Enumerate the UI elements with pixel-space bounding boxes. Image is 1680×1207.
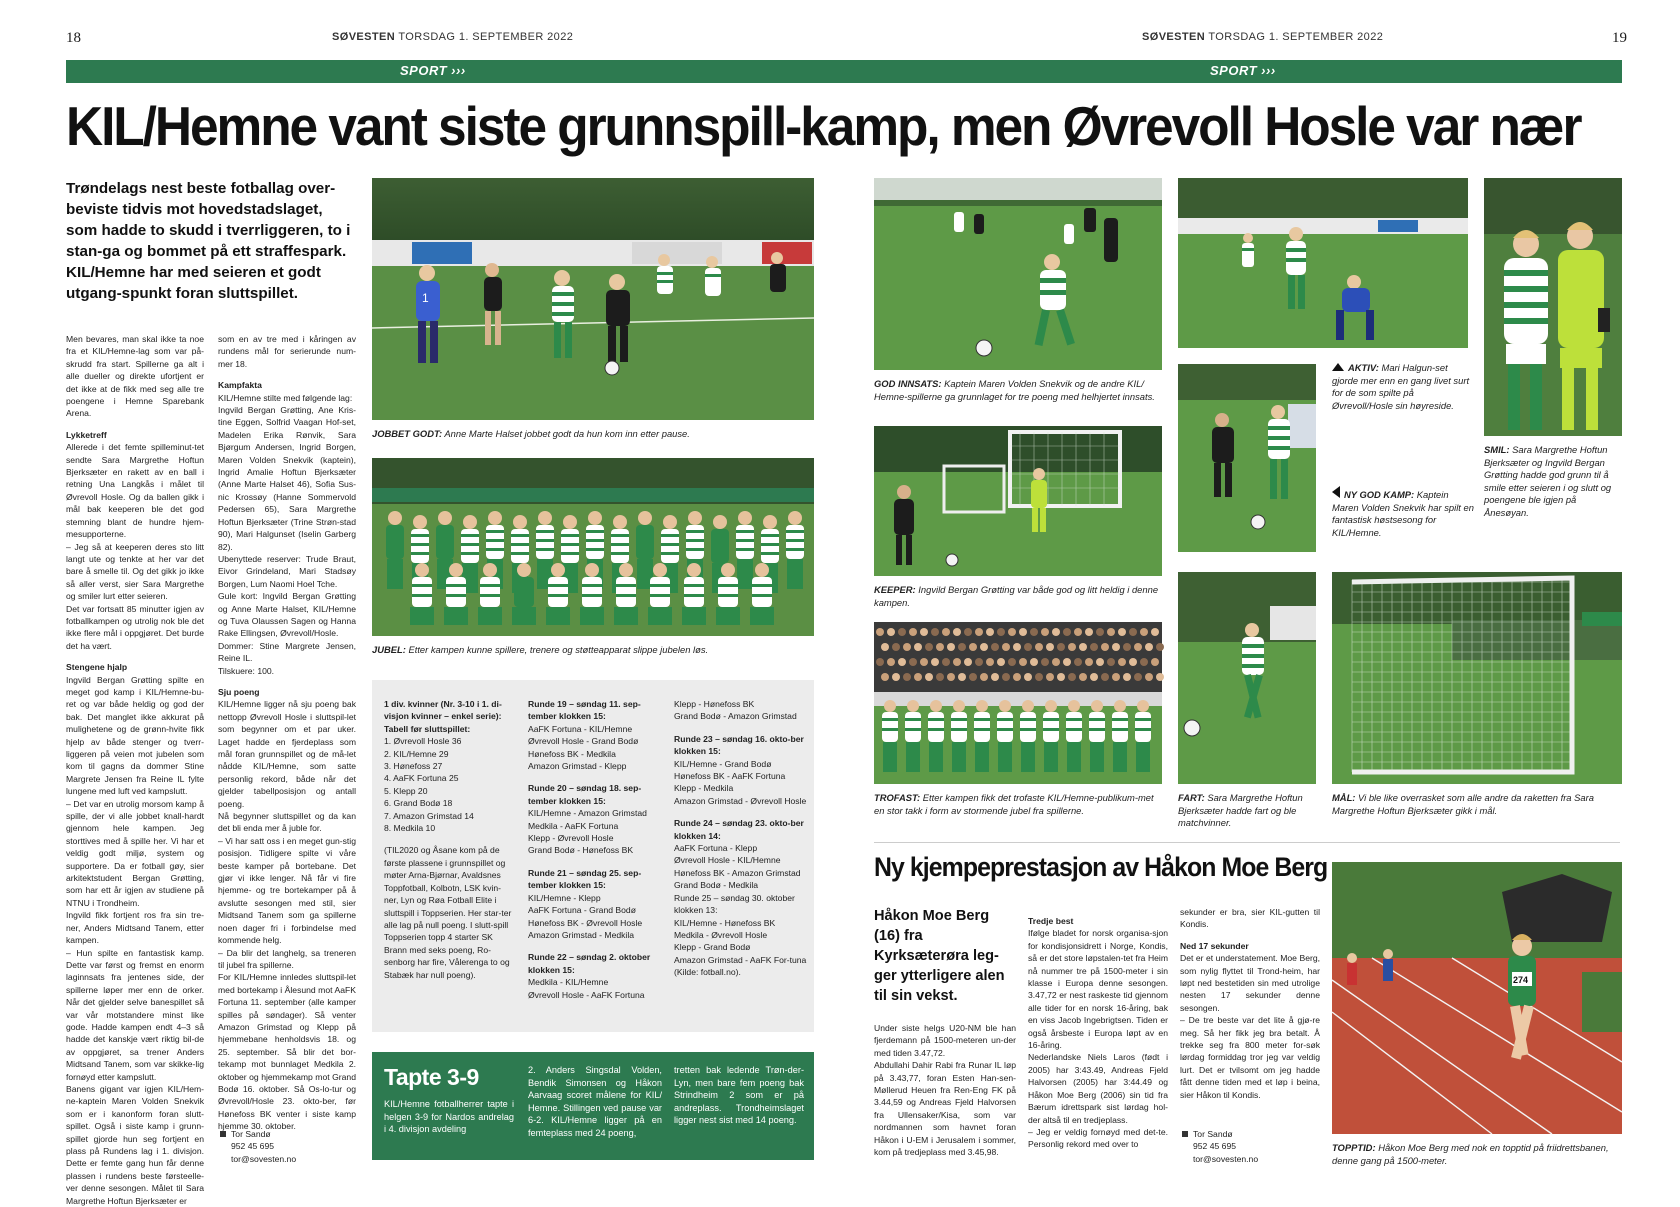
spectator-figure — [1008, 658, 1016, 666]
photo-mal — [1332, 572, 1622, 784]
spectator-figure — [991, 643, 999, 651]
runner-bib: 274 — [1513, 975, 1529, 985]
paragraph: Men bevares, man skal ikke ta noe fra et KIL/Hemne-lag som var på-skrudd fra start. Spillerne ga alt i alle dueller og direkte ufortjent er det ikke at de fikk med seg alle tre poengene i Hemne Sparebank Arena. — [66, 334, 204, 419]
fixture-line: Hønefoss BK - AaFK Fortuna — [674, 771, 786, 782]
keeper-number: 1 — [422, 291, 429, 305]
spectator-figure — [942, 658, 950, 666]
spectator-figure — [1118, 628, 1126, 636]
factbox-fixtures-column-1 — [528, 698, 664, 1001]
running-head-left — [332, 31, 573, 43]
spectator-figure — [1107, 628, 1115, 636]
subheading: Ned 17 sekunder — [1180, 940, 1249, 951]
spectator-figure — [1101, 643, 1109, 651]
caption-label: TOPPTID: — [1332, 1142, 1376, 1153]
spectator-figure — [903, 673, 911, 681]
caption-smil — [1484, 444, 1622, 520]
spectator-figure — [947, 673, 955, 681]
section-bar — [66, 60, 1622, 83]
fixture-line: Hønefoss BK - Medkila — [528, 748, 616, 759]
spectator-figure — [887, 658, 895, 666]
spectator-figure — [909, 658, 917, 666]
spectator-figure — [881, 643, 889, 651]
paragraph: KIL/Hemne stilte med følgende lag: — [218, 392, 353, 403]
spectator-figure — [914, 643, 922, 651]
spectator-figure — [1140, 628, 1148, 636]
fixture-line: (TIL2020 og Åsane kom på de første plassene i grunnspillet og møter Arna-Bjørnar, Avaldsnes Toppfotball, Kolbotn, LSK kvin-ner, Lyn og Røa Fotball Elite i sluttspill i Toppserien. Her star-ter alle lag på null poeng. I slutt-spill Toppserien topp 4 starter SK Brann med seks poeng, Ro-senborg har fire, Vålerenga to og Stabæk har null poeng). — [384, 845, 512, 980]
paragraph: – Vi har satt oss i en meget gun-stig posisjon. Tidligere spilte vi våre beste kamper på bortebane. Det gjør vi ikke lenger. Nå får vi fire hjemme- og tre bortekamper på å avslutte sesongen med stil, sier Midtsand Tanem som ga spillerne noen dager fri i forbindelse med kommende helg. — [218, 835, 356, 946]
paragraph: Tilskuere: 100. — [218, 665, 275, 676]
second-article-column-1 — [874, 1022, 1016, 1158]
photo-team-celebration — [372, 458, 814, 636]
fixture-line: Amazon Grimstad - AaFK For-tuna — [674, 954, 807, 965]
fixture-line: Grand Bodø - Amazon Grimstad — [674, 711, 797, 722]
spectator-figure — [942, 628, 950, 636]
spectator-figure — [1151, 658, 1159, 666]
article-column-2 — [218, 333, 356, 1133]
spectator-figure — [925, 673, 933, 681]
fixture-line: Hønefoss BK - Amazon Grimstad — [674, 867, 801, 878]
spectator-figure — [947, 643, 955, 651]
fixture-line: KIL/Hemne - Amazon Grimstad — [528, 808, 647, 819]
caption-label: NY GOD KAMP: — [1344, 489, 1415, 500]
spectator-figure — [1156, 643, 1164, 651]
spectator-figure — [876, 658, 884, 666]
fixture-line: 6. Grand Bodø 18 — [384, 798, 453, 809]
spectator-figure — [1013, 643, 1021, 651]
spectator-figure — [920, 658, 928, 666]
spectator-figure — [986, 628, 994, 636]
fixture-line: 4. AaFK Fortuna 25 — [384, 773, 459, 784]
caption-label: TROFAST: — [874, 792, 921, 803]
spectator-figure — [958, 643, 966, 651]
fixture-line: KIL/Hemne - Hønefoss BK — [674, 917, 776, 928]
spectator-figure — [1145, 673, 1153, 681]
subheading: Stengene hjalp — [66, 662, 128, 673]
fixture-line: Øvrevoll Hosle - KIL/Hemne — [674, 855, 781, 866]
fixture-line: AaFK Fortuna - Klepp — [674, 843, 758, 854]
spectator-figure — [1079, 673, 1087, 681]
paragraph: Ingvild Bergan Grøtting, Ane Kris-tine Eggen, Solfrid Vaagan Hof-set, Madelen Erika Rønvik, Sara Bjørgum Andersen, Ingrid Borgen, Maren Volden Snekvik (kaptein), Ingrid Amalie Hoftun Bjerksæter (Anne Marte Halset 46), Sofia Sus-nic Krossøy (Hanne Sommervold Pedersen 65), Sara Margrethe Hoftun Bjerksæter (Trine Strøn-stad 90), Mari Halgunset (Iselin Garberg 82). — [218, 405, 356, 552]
spectator-figure — [936, 643, 944, 651]
fixtures-factbox — [372, 680, 814, 1032]
spectator-figure — [1057, 643, 1065, 651]
spectator-figure — [1046, 673, 1054, 681]
spectator-figure — [1096, 628, 1104, 636]
caption-label: JOBBET GODT: — [372, 428, 443, 439]
fixture-line: KIL/Hemne - Klepp — [528, 892, 601, 903]
spectator-figure — [1068, 643, 1076, 651]
spectator-figure — [991, 673, 999, 681]
photo-smil — [1484, 178, 1622, 436]
fixture-line: Medkila - Øvrevoll Hosle — [674, 929, 768, 940]
spectator-figure — [1090, 643, 1098, 651]
fixture-line: Klepp - Grand Bodø — [674, 942, 751, 953]
byline-email: tor@sovesten.no — [1193, 1153, 1259, 1164]
spectator-figure — [1151, 628, 1159, 636]
spectator-figure — [881, 673, 889, 681]
paragraph: Nederlandske Niels Laros (født i 2005) har 3:43.49, Andreas Fjeld Halvorsen (2005) har 3:44.49 og Håkon Moe Berg (2006) sin tid fra Bærum idrettspark sist lørdag hol-der altså til en tredjeplass. — [1028, 1052, 1168, 1125]
paragraph: Ifølge bladet for norsk organisa-sjon for kondisjonsidrett i Norge, Kondis, så er det store løpstalen-tet fra Heim nå nummer tre på 1500-meter i sin klasse i Europa denne sesongen. 3.47,72 er nest raskeste tid gjennom alle tider for en norsk 16-åring, bak en viss Jacob Ingebrigtsen. Tiden er også årsbeste i Europa løpt av en 16-åring. — [1028, 928, 1168, 1051]
second-article-column-3 — [1180, 906, 1320, 1101]
subheading: Lykketreff — [66, 429, 107, 440]
fixture-line: Amazon Grimstad - Medkila — [528, 929, 635, 940]
fixture-round-heading: Runde 23 – søndag 16. okto-ber klokken 15: — [674, 733, 804, 757]
section-label-left: SPORT ››› — [400, 63, 466, 78]
fixture-round-heading: Runde 22 – søndag 2. oktober klokken 15: — [528, 952, 651, 975]
fixture-round-heading: Runde 20 – søndag 18. sep-tember klokken 15: — [528, 783, 642, 806]
paragraph: – Hun spilte en fantastisk kamp. Dette var først og fremst en enorm laginnsats fra jentenes side, der spillerne løper mer enn de orker. Når det gjelder selve banespillet så var vår motstandere minst like gode. Hadde kampen endt 4–3 så hadde det kanskje vært riktig bil-de av oppgjøret, sa trener Anders Midtsand Tanem, som var skikke-lig fornøyd etter kampslutt. — [66, 947, 204, 1082]
spectator-figure — [997, 658, 1005, 666]
spectator-figure — [1052, 628, 1060, 636]
caption-label: FART: — [1178, 792, 1205, 803]
caption-text: Vi ble like overrasket som alle andre da raketten fra Sara Margrethe Hoftun Bjerksæter gikk i mål. — [1332, 792, 1594, 816]
caption-text: Håkon Moe Berg med nok en topptid på friidrettsbanen, denne gang på 1500-meter. — [1332, 1142, 1609, 1166]
caption-label: GOD INNSATS: — [874, 378, 942, 389]
spectator-figure — [1134, 673, 1142, 681]
spectator-figure — [1035, 673, 1043, 681]
byline-phone: 952 45 695 — [1193, 1141, 1237, 1152]
caption-text: Mari Halgun-set gjorde mer enn en gang livet surt for de som spilte på Øvrevoll/Hosle sin høyreside. — [1332, 362, 1470, 411]
fixture-line: Medkila - KIL/Hemne — [528, 977, 609, 988]
photo-good-effort — [874, 178, 1162, 370]
subheading: Kampfakta — [218, 380, 262, 391]
spectator-figure — [1057, 673, 1065, 681]
spectator-figure — [876, 628, 884, 636]
photo-match-action — [372, 178, 814, 420]
caption-fart — [1178, 792, 1318, 830]
spectator-figure — [953, 658, 961, 666]
paper-name: SØVESTEN — [1142, 31, 1206, 43]
caption-label: AKTIV: — [1348, 362, 1379, 373]
spectator-figure — [1030, 628, 1038, 636]
spectator-figure — [1046, 643, 1054, 651]
spectator-figure — [1035, 643, 1043, 651]
caption-label: SMIL: — [1484, 444, 1510, 455]
paragraph: sekunder er bra, sier KIL-gutten til Kondis. — [1180, 907, 1320, 930]
caption-label: MÅL: — [1332, 792, 1356, 803]
paragraph: Ingvild fikk fortjent ros fra sin tre-ner, Anders Midtsand Tanem, etter kampen. — [66, 910, 204, 946]
spectator-figure — [931, 658, 939, 666]
spectator-figure — [975, 658, 983, 666]
spectator-figure — [1085, 658, 1093, 666]
paragraph: Under siste helgs U20-NM ble han fjerdemann på 1500-meteren un-der med tiden 3.47,72. — [874, 1023, 1016, 1058]
caption-text: Kaptein Maren Volden Snekvik og de andre KIL/ Hemne-spillerne ga grunnlaget for tre poeng med helhjertet innsats. — [874, 378, 1155, 402]
spectator-figure — [964, 628, 972, 636]
fixture-line: Klepp - Medkila — [674, 783, 734, 794]
factbox-fixtures-column-2 — [674, 698, 808, 979]
caption-ny-god-kamp — [1332, 486, 1474, 539]
byline-email: tor@sovesten.no — [231, 1153, 297, 1164]
fixture-round-heading: 1 div. kvinner (Nr. 3-10 i 1. di-visjon kvinner – enkel serie): Tabell før sluttspillet: — [384, 699, 502, 734]
spectator-figure — [1063, 628, 1071, 636]
caption-text: Anne Marte Halset jobbet godt da hun kom inn etter pause. — [444, 428, 690, 439]
article-divider — [874, 842, 1620, 843]
fixture-line: Klepp - Hønefoss BK — [674, 699, 755, 709]
caption-text: Etter kampen kunne spillere, trenere og støtteapparat slippe jubelen løs. — [408, 644, 709, 655]
paragraph: Dommer: Stine Margrete Jensen, Reine IL. — [218, 640, 356, 664]
spectator-figure — [1063, 658, 1071, 666]
spectator-figure — [920, 628, 928, 636]
spectator-figure — [1096, 658, 1104, 666]
spectator-figure — [1013, 673, 1021, 681]
fixture-round-heading: Runde 21 – søndag 25. sep-tember klokken 15: — [528, 867, 642, 891]
spectator-figure — [892, 673, 900, 681]
caption-label: KEEPER: — [874, 584, 916, 595]
spectator-figure — [1030, 658, 1038, 666]
paragraph: Banens gigant var igjen KIL/Hem-ne-kaptein Maren Volden Snekvik som er i kanonform foran slutt-spillet. Også i siste kamp i grunn-spillet gjorde hun seg fortjent en plass på Rundens lag i 1. divisjon. Dette er femte gang hun får denne plassen i rundens beste førsteelle-ver denne sesongen. Målet til Sara Margrethe Hoftun Bjerksæter er — [66, 1083, 204, 1206]
subheading: Tredje best — [1028, 916, 1074, 926]
spectator-figure — [1074, 658, 1082, 666]
spectator-figure — [980, 673, 988, 681]
spectator-figure — [1019, 628, 1027, 636]
page-number-right: 19 — [1612, 30, 1627, 46]
paper-name: SØVESTEN — [332, 31, 396, 43]
caption-aktiv — [1332, 362, 1474, 412]
spectator-figure — [1145, 643, 1153, 651]
spectator-figure — [931, 628, 939, 636]
triangle-left-icon — [1332, 486, 1340, 498]
fixture-line: 7. Amazon Grimstad 14 — [384, 810, 474, 821]
spectator-figure — [898, 628, 906, 636]
tapte-text-3: tretten bak ledende Trøn-der-Lyn, men bare fem poeng bak Strindheim 2 som er på andreplass. Trondheimslaget ligger nest sist med 14 poeng. — [674, 1065, 804, 1126]
spectator-figure — [1041, 628, 1049, 636]
spectator-figure — [898, 658, 906, 666]
spectator-figure — [1134, 643, 1142, 651]
caption-text: Ingvild Bergan Grøtting var både god og litt heldig i denne kampen. — [874, 584, 1159, 608]
paragraph: Nå begynner sluttspillet og da kan det bli enda mer å juble for. — [218, 811, 356, 834]
byline-right — [1182, 1128, 1258, 1165]
paragraph: Allerede i det femte spilleminut-tet sendte Sara Margrethe Hoftun Bjerksæter en rakett av en ball i retning Una Langkås i målet til Øvrevoll Hosle. Og da ballen gikk i mål bak keeperen ble det god stemning blant de hundre hjem-mesupporterne. — [66, 442, 204, 540]
spectator-figure — [1129, 658, 1137, 666]
tapte-text-2: 2. Anders Singsdal Volden, Bendik Simonsen og Håkon Aarvaag scoret målene for KIL/ Hemne. Stillingen ved pause var 6-2. KIL/Hemne ligger på en femteplass med 24 poeng, — [528, 1065, 662, 1138]
spectator-figure — [1052, 658, 1060, 666]
spectator-figure — [1112, 673, 1120, 681]
paragraph: – Jeg er veldig fornøyd med det-te. Personlig rekord med over to — [1028, 1126, 1168, 1150]
paragraph: Det var fortsatt 85 minutter igjen av fotballkampen og utrolig nok ble det ikke flere mål i oppgjøret. Det burde det ha vært. — [66, 603, 204, 651]
issue-date: TORSDAG 1. SEPTEMBER 2022 — [398, 31, 574, 43]
paragraph: Ingvild Bergan Grøtting spilte en meget god kamp i KIL/Hemne-bu-ret og var både heldig og god der bak. Det manglet ikke akkurat på mulighetene og de grønn-hvite fikk hjelp av både stenger og tverr-liggeren på veien mot jubelen som kom til gagns da dommer Stine Margrete Jensen fra Reine IL fylte lungene med luft ved kampslutt. — [66, 674, 204, 797]
caption-topptid — [1332, 1142, 1624, 1167]
article-lead: Trøndelags nest beste fotballag over-beviste tidvis mot hovedstadslaget, som hadde to skudd i tverrliggeren, to i stan-ga og bommet på ett straffespark. KIL/Hemne har med seieren et godt utgang-spunkt foran sluttspillet. — [66, 180, 351, 302]
spectator-figure — [980, 643, 988, 651]
fixture-round-heading: Runde 19 – søndag 11. sep-tember klokken 15: — [528, 699, 641, 722]
fixture-line: Medkila - AaFK Fortuna — [528, 820, 619, 831]
caption-trofast — [874, 792, 1162, 817]
fixture-line: AaFK Fortuna - Grand Bodø — [528, 905, 636, 916]
caption-text: Sara Margrethe Hoftun Bjerksæter og Ingvild Bergan Grøtting hadde god grunn til å smile etter seieren i og slutt og poengene ble igjen på Ånesøyan. — [1484, 444, 1612, 518]
spectator-figure — [975, 628, 983, 636]
running-head-right — [1142, 31, 1383, 43]
byline-name: Tor Sandø — [1193, 1129, 1233, 1139]
triangle-up-icon — [1332, 363, 1344, 371]
fixture-line: Grand Bodø - Medkila — [674, 880, 759, 891]
caption-photo-2 — [372, 644, 814, 657]
fixture-line: 2. KIL/Hemne 29 — [384, 748, 449, 759]
spectator-figure — [914, 673, 922, 681]
spectator-figure — [997, 628, 1005, 636]
spectator-figure — [1074, 628, 1082, 636]
paragraph: For KIL/Hemne innledes sluttspil-let med bortekamp i Ålesund mot AaFK Fortuna 11. september (alle kamper spilles på søndager). Så venter Amazon Grimstad og Klepp på hjemmebane henholdsvis 18. og 25. september. Så blir det bor-tekamp mot bunnlaget Medkila 2. oktober og hjemmekamp mot Grand Bodø 16. oktober. Så Os-lo-tur og Øvrevoll/Hosle 23. okto-ber, før Hønefoss BK venter i siste kamp hjemme 30. oktober. — [218, 972, 356, 1132]
spectator-figure — [936, 673, 944, 681]
fixture-line: 1. Øvrevoll Hosle 36 — [384, 736, 462, 747]
photo-keeper — [874, 426, 1162, 576]
byline-left — [220, 1128, 296, 1165]
spectator-figure — [986, 658, 994, 666]
second-article-column-2 — [1028, 906, 1168, 1151]
photo-ny-god-kamp — [1178, 364, 1316, 552]
spectator-figure — [1068, 673, 1076, 681]
second-lead: Håkon Moe Berg (16) fra Kyrksæterøra leg-ger ytterligere alen til sin vekst. — [874, 908, 1005, 1004]
spectator-figure — [887, 628, 895, 636]
fixture-line: Grand Bodø - Hønefoss BK — [528, 845, 634, 856]
spectator-figure — [1019, 658, 1027, 666]
page-number-left: 18 — [66, 30, 81, 46]
section-label-right: SPORT ››› — [1210, 63, 1276, 78]
article-column-1 — [66, 333, 204, 1207]
paragraph: – Det var en utrolig morsom kamp å spille, der vi alle jobbet knall-hardt gjennom hele kampen. Jeg storttives med å spille her. Vi har et veldig godt miljø, system og supportere. Da er fotball gøy, sier arkitektstudent Bergan Grøtting, som har ett år igjen av studiene på NTNU i Trondheim. — [66, 798, 204, 908]
spectator-figure — [1002, 643, 1010, 651]
spectator-figure — [964, 658, 972, 666]
paragraph: Ubenyttede reserver: Trude Braut, Eivor Grindeland, Mari Stadsøy Borgen, Lum Naomi Hoel Tche. — [218, 553, 356, 589]
spectator-figure — [1118, 658, 1126, 666]
subheading: Sju poeng — [218, 686, 260, 697]
spectator-figure — [1008, 628, 1016, 636]
spectator-figure — [969, 643, 977, 651]
paragraph: som en av tre med i kåringen av rundens mål for serierunde num-mer 18. — [218, 334, 356, 369]
byline-name: Tor Sandø — [231, 1129, 271, 1139]
fixture-line: 8. Medkila 10 — [384, 823, 436, 834]
spectator-figure — [969, 673, 977, 681]
spectator-figure — [1107, 658, 1115, 666]
caption-photo-1 — [372, 428, 814, 441]
fixture-line: Runde 25 – søndag 30. oktober klokken 13: — [674, 892, 795, 916]
caption-keeper — [874, 584, 1162, 609]
fixture-line: Øvrevoll Hosle - Grand Bodø — [528, 736, 639, 747]
fixture-line: Amazon Grimstad - Øvrevoll Hosle — [674, 795, 807, 806]
spectator-figure — [903, 643, 911, 651]
paragraph: Gule kort: Ingvild Bergan Grøtting og Anne Marte Halset, KIL/Hemne og Tuva Olaussen Sagen og Hanna Rake Ellingsen, Øvrevoll/Hosle. — [218, 591, 356, 639]
paragraph: – Da blir det langhelg, sa treneren til jubel fra spillerne. — [218, 947, 356, 970]
paragraph: – De tre beste var det lite å gjø-re meg. Så her fikk jeg bra betalt. Å trekke seg fra 800 meter for-søk lørdag formiddag tror jeg var veldig lurt. Det er tvilsomt om jeg hadde fått denne tiden med et løp i beina, sier Håkon til Kondis. — [1180, 1015, 1320, 1100]
caption-text: Sara Margrethe Hoftun Bjerksæter hadde fart og ble matchvinner. — [1178, 792, 1303, 829]
photo-trofast — [874, 622, 1162, 784]
spectator-figure — [925, 643, 933, 651]
spectator-figure — [1002, 673, 1010, 681]
fixture-line: 3. Hønefoss 27 — [384, 761, 443, 772]
second-headline: Ny kjempeprestasjon av Håkon Moe Berg — [874, 852, 1328, 882]
spectator-figure — [1041, 658, 1049, 666]
photo-fart — [1178, 572, 1316, 784]
spectator-figure — [1085, 628, 1093, 636]
fixture-line: Klepp - Øvrevoll Hosle — [528, 833, 614, 844]
spectator-figure — [1129, 628, 1137, 636]
spectator-figure — [1123, 643, 1131, 651]
spectator-figure — [1024, 673, 1032, 681]
spectator-figure — [909, 628, 917, 636]
byline-phone: 952 45 695 — [231, 1141, 275, 1152]
spectator-figure — [1090, 673, 1098, 681]
spectator-figure — [1140, 658, 1148, 666]
caption-good-effort — [874, 378, 1162, 403]
fixture-line: (Kilde: fotball.no). — [674, 967, 741, 978]
fixture-round-heading: Runde 24 – søndag 23. okto-ber klokken 14: — [674, 818, 804, 841]
fixture-line: Hønefoss BK - Øvrevoll Hosle — [528, 917, 643, 928]
spectator-figure — [1123, 673, 1131, 681]
factbox-table-column — [384, 698, 512, 981]
tapte-text-1: KIL/Hemne fotballherrer tapte i helgen 3-9 for Nardos andrelag i 4. divisjon avdeling — [384, 1099, 514, 1135]
spectator-figure — [1024, 643, 1032, 651]
spectator-figure — [892, 643, 900, 651]
spectator-figure — [953, 628, 961, 636]
spectator-figure — [1112, 643, 1120, 651]
spectator-figure — [958, 673, 966, 681]
tapte-box — [372, 1052, 814, 1160]
paragraph: – Jeg så at keeperen deres sto litt langt ute og tenkte at her var det bare å smelle til. Og det gikk jo ikke så aller verst, sier Sara Margrethe og smiler lurt etter seieren. — [66, 541, 204, 602]
caption-text: Kaptein Maren Volden Snekvik har spilt en fantastisk høstsesong for KIL/Hemne. — [1332, 489, 1474, 538]
spectator-figure — [1101, 673, 1109, 681]
spectator-figure — [1156, 673, 1164, 681]
caption-text: Etter kampen fikk det trofaste KIL/Hemne-publikum-met en stor takk i form av stormende jubel fra spillerne. — [874, 792, 1154, 816]
fixture-line: AaFK Fortuna - KIL/Hemne — [528, 723, 633, 734]
spectator-figure — [1079, 643, 1087, 651]
tapte-title: Tapte 3-9 — [384, 1064, 479, 1090]
photo-topptid — [1332, 862, 1622, 1134]
fixture-line: KIL/Hemne - Grand Bodø — [674, 758, 772, 769]
fixture-line: Øvrevoll Hosle - AaFK Fortuna — [528, 989, 645, 1000]
photo-aktiv — [1178, 178, 1468, 348]
caption-mal — [1332, 792, 1622, 817]
fixture-line: 5. Klepp 20 — [384, 785, 428, 796]
paragraph: Det er et understatement. Moe Berg, som nylig flyttet til Trond-heim, har løpt ned bestetiden sin med utrolige nesten 17 sekunder denne sesongen. — [1180, 953, 1320, 1013]
main-headline: KIL/Hemne vant siste grunnspill-kamp, men Øvrevoll Hosle var nær — [66, 95, 1581, 157]
issue-date: TORSDAG 1. SEPTEMBER 2022 — [1208, 31, 1384, 43]
caption-label: JUBEL: — [372, 644, 406, 655]
paragraph: KIL/Hemne ligger nå sju poeng bak nettopp Øvrevoll Hosle i sluttspil-let som begynner om et par uker. Laget hadde en fjerdeplass som mål foran grunnspillet og de må-let nådde KIL/Hemne, som satte personlig rekord, både når det gjelder tabellposisjon og antall poeng. — [218, 699, 356, 809]
fixture-line: Amazon Grimstad - Klepp — [528, 761, 627, 772]
paragraph: Abdullahi Dahir Rabi fra Runar IL løp på 3.43,77, foran Esten Han-sen-Møllerud Heuen fra Ren-Eng FK på 3.44,59 og Andreas Fjeld Halvorsen fra Ullensaker/Kisa, som var nordmannen som havnet foran Håkon i U-EM i Jerusalem i sommer, kom på tredjeplass med 3.45,98. — [874, 1060, 1016, 1158]
